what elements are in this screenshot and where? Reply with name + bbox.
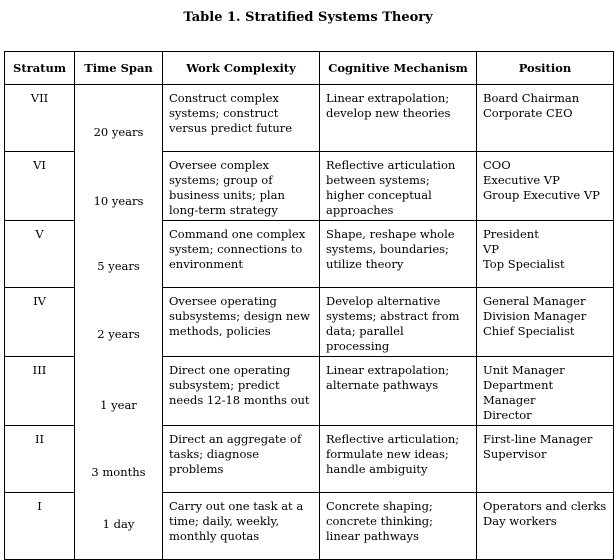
position-title: Executive VP [483,173,560,187]
header-stratum: Stratum [5,52,75,85]
header-cognitive-mechanism: Cognitive Mechanism [320,52,477,85]
header-time-span: Time Span [75,52,163,85]
stratum-cell: VII [5,85,75,152]
cognitive-mechanism-cell: Linear extrapolation; develop new theories [320,85,477,152]
position-title: Unit Manager [483,363,565,377]
position-title: Board Chairman [483,91,580,105]
time-span-label: 5 years [97,259,140,273]
work-complexity-cell: Carry out one task at a time; daily, weekly, monthly quotas [163,493,320,560]
position-title: First-line Manager [483,432,593,446]
position-title: Corporate CEO [483,106,573,120]
position-cell [477,426,614,493]
position-title: Division Manager [483,309,587,323]
work-complexity-cell: Oversee operating subsystems; design new methods, policies [163,288,320,357]
cognitive-mechanism-cell: Shape, reshape whole systems, boundaries; utilize theory [320,221,477,288]
position-cell [477,152,614,221]
time-span-label: 1 year [100,398,137,412]
work-complexity-cell: Direct one operating subsystem; predict needs 12-18 months out [163,357,320,426]
time-span-label: 20 years [93,125,144,139]
time-span-label: 10 years [93,194,144,208]
header-work-complexity: Work Complexity [163,52,320,85]
time-span-cell [75,85,163,560]
stratified-systems-table [4,51,614,560]
time-span-label: 3 months [91,465,146,479]
table-row [5,85,614,152]
position-cell [477,357,614,426]
stratum-cell: III [5,357,75,426]
time-span-label: 1 day [102,517,135,531]
position-title: VP [483,242,500,256]
work-complexity-cell: Direct an aggregate of tasks; diagnose problems [163,426,320,493]
position-title: Chief Specialist [483,324,575,338]
position-title: Day workers [483,514,557,528]
position-title: Top Specialist [483,257,565,271]
work-complexity-cell: Construct complex systems; construct versus predict future [163,85,320,152]
position-title: Department Manager [483,378,554,407]
header-row [5,52,614,85]
stratum-cell: V [5,221,75,288]
work-complexity-cell: Oversee complex systems; group of business units; plan long-term strategy [163,152,320,221]
cognitive-mechanism-cell: Reflective articulation; formulate new ideas; handle ambiguity [320,426,477,493]
cognitive-mechanism-cell: Linear extrapolation; alternate pathways [320,357,477,426]
position-cell [477,85,614,152]
header-position: Position [477,52,614,85]
cognitive-mechanism-cell: Develop alternative systems; abstract from data; parallel processing [320,288,477,357]
position-title: COO [483,158,511,172]
stratum-cell: VI [5,152,75,221]
position-title: General Manager [483,294,586,308]
time-span-label: 2 years [97,327,140,341]
position-cell [477,493,614,560]
position-title: Group Executive VP [483,188,600,202]
stratum-cell: II [5,426,75,493]
position-title: Operators and clerks [483,499,607,513]
table-caption: Table 1. Stratified Systems Theory [183,10,433,25]
position-cell [477,288,614,357]
position-title: Supervisor [483,447,547,461]
cognitive-mechanism-cell: Reflective articulation between systems; higher conceptual approaches [320,152,477,221]
cognitive-mechanism-cell: Concrete shaping; concrete thinking; linear pathways [320,493,477,560]
stratum-cell: IV [5,288,75,357]
work-complexity-cell: Command one complex system; connections to environment [163,221,320,288]
position-title: President [483,227,539,241]
position-cell [477,221,614,288]
position-title: Director [483,408,532,422]
stratum-cell: I [5,493,75,560]
